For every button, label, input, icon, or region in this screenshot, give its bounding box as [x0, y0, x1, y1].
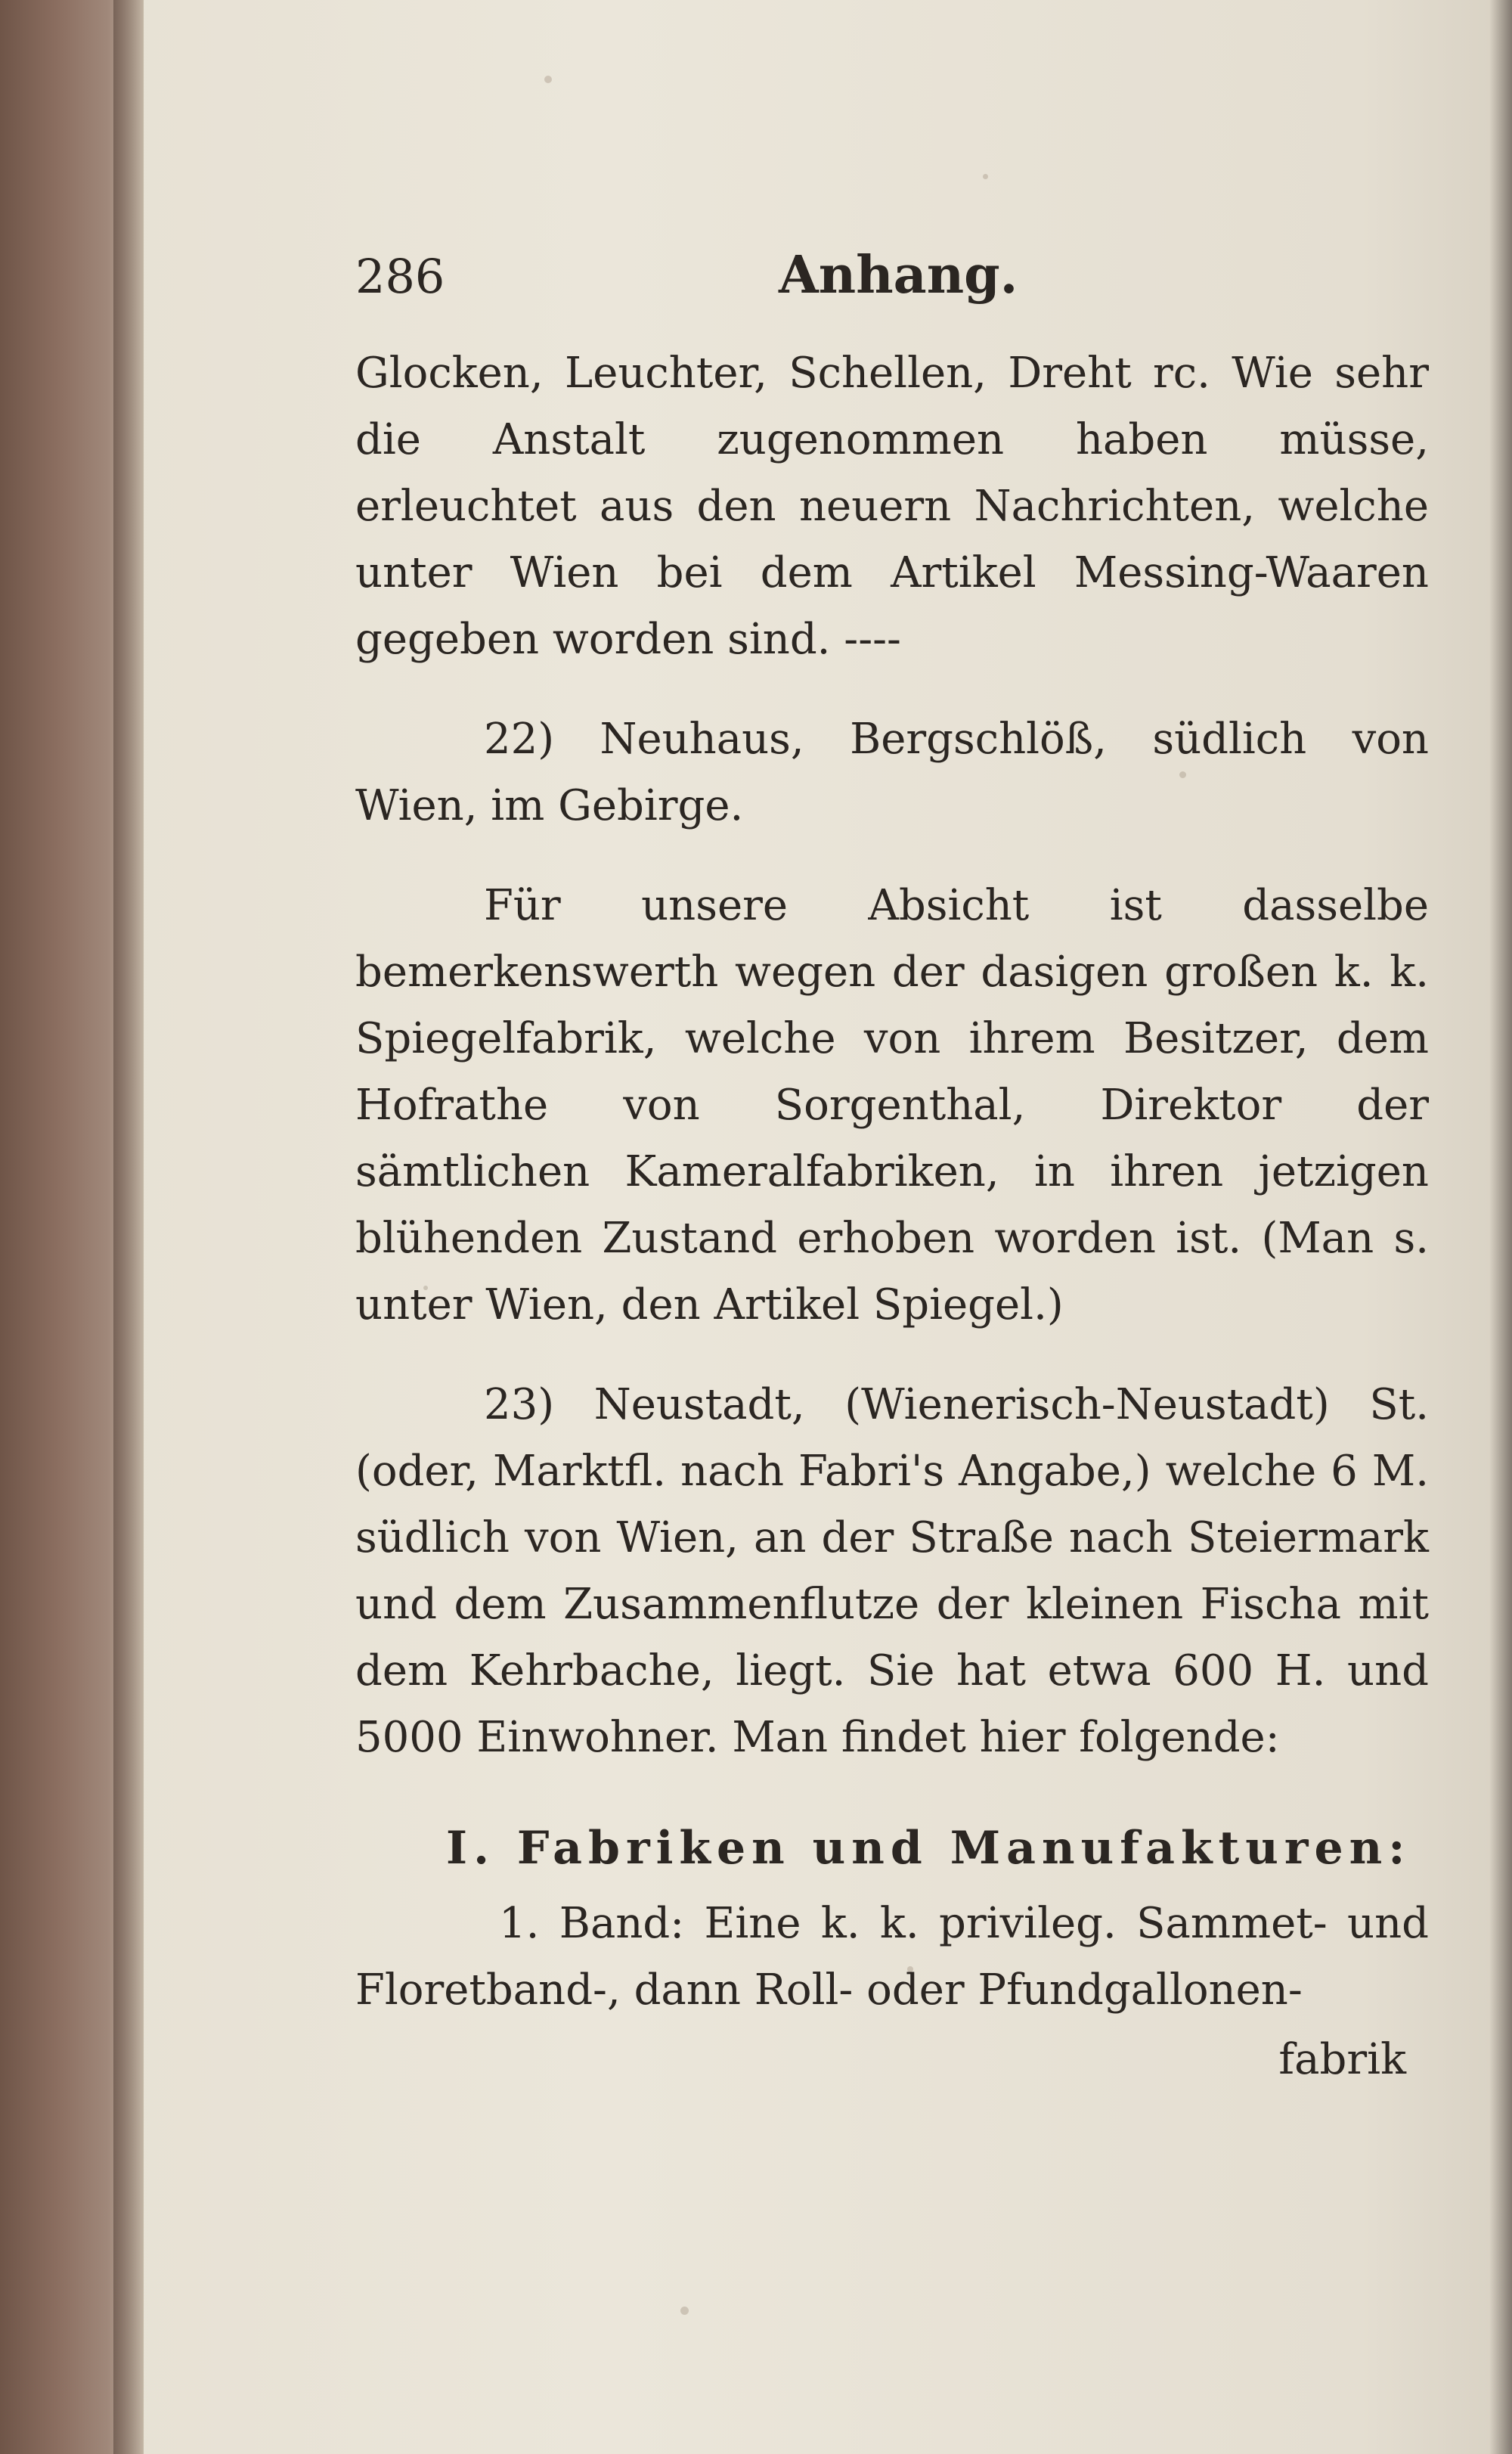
page-number: 286: [355, 249, 445, 304]
page-edge-shadow: [1489, 0, 1512, 2454]
page-text-block: [355, 242, 1429, 2093]
paragraph-glocken: Glocken, Leuchter, Schellen, Dreht rc. Wie sehr die Anstalt zugenommen haben müsse, erleuchtet aus den neuern Nachrichten, welche unter Wien bei dem Artikel Messing-Waaren gegeben worden sind. ----: [355, 349, 1429, 664]
binding-shadow: [113, 0, 144, 2454]
entry-23-neustadt: 23) Neustadt, (Wienerisch-Neustadt) St. (oder, Marktfl. nach Fabri's Angabe,) welche 6 M. südlich von Wien, an der Straße nach Steiermark und dem Zusammenflutze der kleinen Fischa mit dem Kehrbache, liegt. Sie hat etwa 600 H. und 5000 Einwohner. Man findet hier folgende:: [355, 1380, 1429, 1762]
catchword: fabrik: [1278, 2035, 1406, 2084]
running-title: Anhang.: [779, 245, 1018, 306]
paragraph-spiegelfabrik: Für unsere Absicht ist dasselbe bemerkenswerth wegen der dasigen großen k. k. Spiegelfabrik, welche von ihrem Besitzer, dem Hofrathe von Sorgenthal, Direktor der sämtlichen Kameralfabriken, in ihren jetzigen blühenden Zustand erhoben worden ist. (Man s. unter Wien, den Artikel Spiegel.): [355, 881, 1429, 1329]
paper-speck: [983, 174, 988, 179]
entry-22-neuhaus: 22) Neuhaus, Bergschlöß, südlich von Wien, im Gebirge.: [355, 715, 1429, 830]
section-heading: I. Fabriken und Manufakturen:: [446, 1822, 1411, 1875]
paper-speck: [544, 76, 552, 83]
list-item-band: 1. Band: Eine k. k. privileg. Sammet- und Floretband-, dann Roll- oder Pfundgallonen-: [355, 1899, 1429, 2015]
paper-speck: [680, 2307, 689, 2315]
page-header: [355, 242, 1429, 340]
